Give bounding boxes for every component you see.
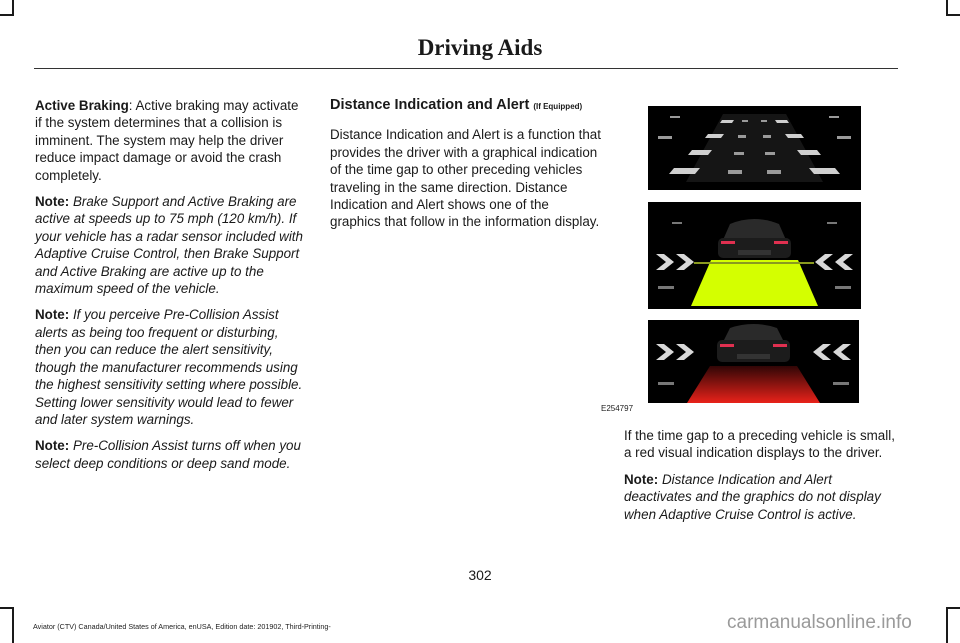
section-heading-suffix: (If Equipped) (533, 102, 583, 111)
crop-mark (12, 608, 14, 643)
footer-text: Aviator (CTV) Canada/United States of America, enUSA, Edition date: 201902, Third-Printing- (33, 622, 331, 631)
header-rule (34, 68, 898, 69)
crop-mark (0, 14, 14, 16)
note-paragraph (624, 471, 900, 523)
note-text: If you perceive Pre-Collision Assist alerts as being too frequent or disturbing, then you can reduce the alert sensitivity, though the manufacturer recommends using the highest sensitivity setting where possible. Setting lower sensitivity would lead to fewer and later system warnings. (35, 307, 303, 427)
note-paragraph (35, 306, 307, 428)
distance-graphic-red-alert (648, 320, 859, 403)
right-column (624, 427, 900, 532)
figure-id: E254797 (601, 404, 634, 413)
crop-mark (946, 14, 960, 16)
crop-mark (946, 0, 948, 15)
page-header-title: Driving Aids (417, 35, 543, 60)
left-column (35, 97, 307, 481)
crop-mark (0, 607, 14, 609)
section-heading-text: Distance Indication and Alert (330, 97, 530, 113)
note-label: Note: (35, 438, 70, 454)
distance-graphic-yellow-alert (648, 202, 861, 309)
active-braking-paragraph (35, 97, 307, 184)
body-paragraph: Distance Indication and Alert is a function that provides the driver with a graphical indication of the time gap to other preceding vehicles traveling in the same direction. Distance Indication and Alert shows one of the graphics that follow in the information display. (330, 127, 601, 230)
crop-mark (946, 607, 960, 609)
active-braking-label: Active Braking (35, 98, 129, 113)
note-label: Note: (35, 194, 70, 210)
active-braking-text: : Active braking may activate if the system determines that a collision is imminent. The system may help the driver reduce impact damage or avoid the crash completely. (35, 98, 299, 183)
note-text: Brake Support and Active Braking are active at speeds up to 75 mph (120 km/h). If your vehicle has a radar sensor included with Adaptive Cruise Control, then Brake Support and Active Braking are active up to the maximum speed of the vehicle. (35, 194, 303, 297)
note-label: Note: (35, 307, 70, 323)
note-label: Note: (624, 471, 659, 487)
note-paragraph (35, 193, 307, 297)
crop-mark (12, 0, 14, 15)
body-paragraph: If the time gap to a preceding vehicle is small, a red visual indication displays to the driver. (624, 428, 895, 461)
middle-column (330, 97, 602, 240)
distance-graphic-no-vehicle (648, 106, 861, 190)
note-paragraph (35, 437, 307, 472)
crop-mark (946, 608, 948, 643)
watermark: carmanualsonline.info (727, 612, 912, 633)
note-text: Distance Indication and Alert deactivates and the graphics do not display when Adaptive Cruise Control is active. (624, 471, 881, 522)
section-heading (330, 97, 602, 115)
page-number: 302 (468, 567, 492, 583)
note-text: Pre-Collision Assist turns off when you select deep conditions or deep sand mode. (35, 438, 301, 471)
